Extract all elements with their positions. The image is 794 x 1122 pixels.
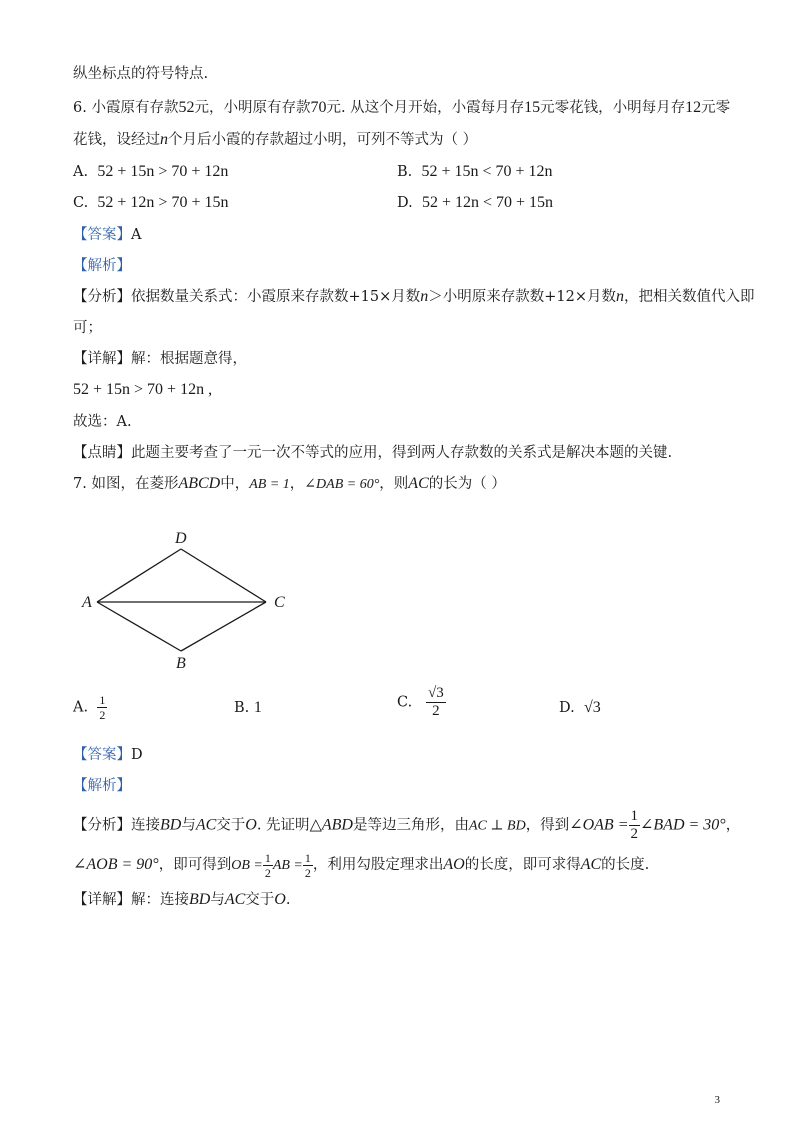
page-number: 3	[714, 1094, 720, 1106]
edge-ad	[97, 549, 181, 602]
rhombus-figure	[70, 525, 300, 675]
q7-option-d: D. √3	[559, 699, 601, 716]
edge-dc	[181, 549, 266, 602]
q7-stem: 7. 如图，在菱形ABCD中，AB = 1，∠DAB = 60°，则AC的长为（ ）	[73, 475, 506, 492]
vertex-label-b: B	[176, 655, 186, 672]
q6-detail-expr: 52 + 15n > 70 + 12n ,	[73, 381, 213, 398]
q6-option-a: A. 52 + 15n > 70 + 12n	[73, 163, 229, 180]
vertex-label-d: D	[175, 530, 187, 547]
q7-option-c: C. $\frac{√3}{2}$	[397, 685, 444, 719]
q7-fenxi-line1: 【分析】连接BD与AC交于O. 先证明△ABD是等边三角形，由AC ⊥ BD，得到∠OAB = $\frac{1}{2}$ ∠BAD = 30°，	[73, 808, 741, 842]
q6-answer: 【答案】A	[73, 227, 142, 243]
edge-cb	[181, 602, 266, 651]
intro-line: 纵坐标点的符号特点.	[73, 66, 209, 82]
q6-option-d: D. 52 + 12n < 70 + 15n	[397, 194, 554, 211]
q7-answer: 【答案】D	[73, 747, 143, 763]
q6-stem-line1: 6. 小霞原有存款52元，小明原有存款70元. 从这个月开始，小霞每月存15元零花钱，小明每月存12元零	[73, 99, 731, 116]
q6-option-b: B. 52 + 15n < 70 + 12n	[397, 163, 553, 180]
q6-choose: 故选：A.	[73, 414, 132, 430]
edge-ba	[97, 602, 181, 651]
half-fraction: $\frac{1}{2}$	[630, 808, 638, 842]
q6-fenxi-line2: 可；	[73, 320, 102, 336]
q6-comment: 【点睛】此题主要考查了一元一次不等式的应用，得到两人存款数的关系式是解决本题的关键.	[73, 445, 673, 461]
vertex-label-c: C	[274, 594, 285, 611]
q6-detail: 【详解】解：根据题意得，	[73, 351, 247, 367]
q7-analysis-tag: 【解析】	[73, 778, 131, 794]
q7-option-a-fraction: $\frac{1}{2}$	[99, 693, 106, 722]
q7-option-c-fraction: $\frac{√3}{2}$	[428, 685, 444, 719]
q6-analysis-tag: 【解析】	[73, 258, 131, 274]
vertex-label-a: A	[82, 594, 92, 611]
q6-option-c: C. 52 + 12n > 70 + 15n	[73, 194, 229, 211]
q7-fenxi-line2: ∠AOB = 90°，即可得到OB = $\frac{1}{2}$ AB = $\frac{1}{2}$ ，利用勾股定理求出AO的长度，即可求得AC的长度.	[73, 850, 650, 880]
q6-fenxi-line1: 【分析】依据数量关系式：小霞原来存款数+15×月数n＞小明原来存款数+12×月数n，把相关数值代入即	[73, 288, 755, 305]
q7-detail: 【详解】解：连接BD与AC交于O.	[73, 891, 291, 908]
q7-option-b: B. 1	[234, 699, 262, 716]
q6-stem-line2: 花钱，设经过n个月后小霞的存款超过小明，可列不等式为（ ）	[73, 131, 478, 148]
q7-option-a: A. $\frac{1}{2}$	[73, 693, 106, 722]
ab-fraction: $\frac{1}{2}$	[304, 850, 311, 880]
ob-fraction: $\frac{1}{2}$	[264, 850, 271, 880]
